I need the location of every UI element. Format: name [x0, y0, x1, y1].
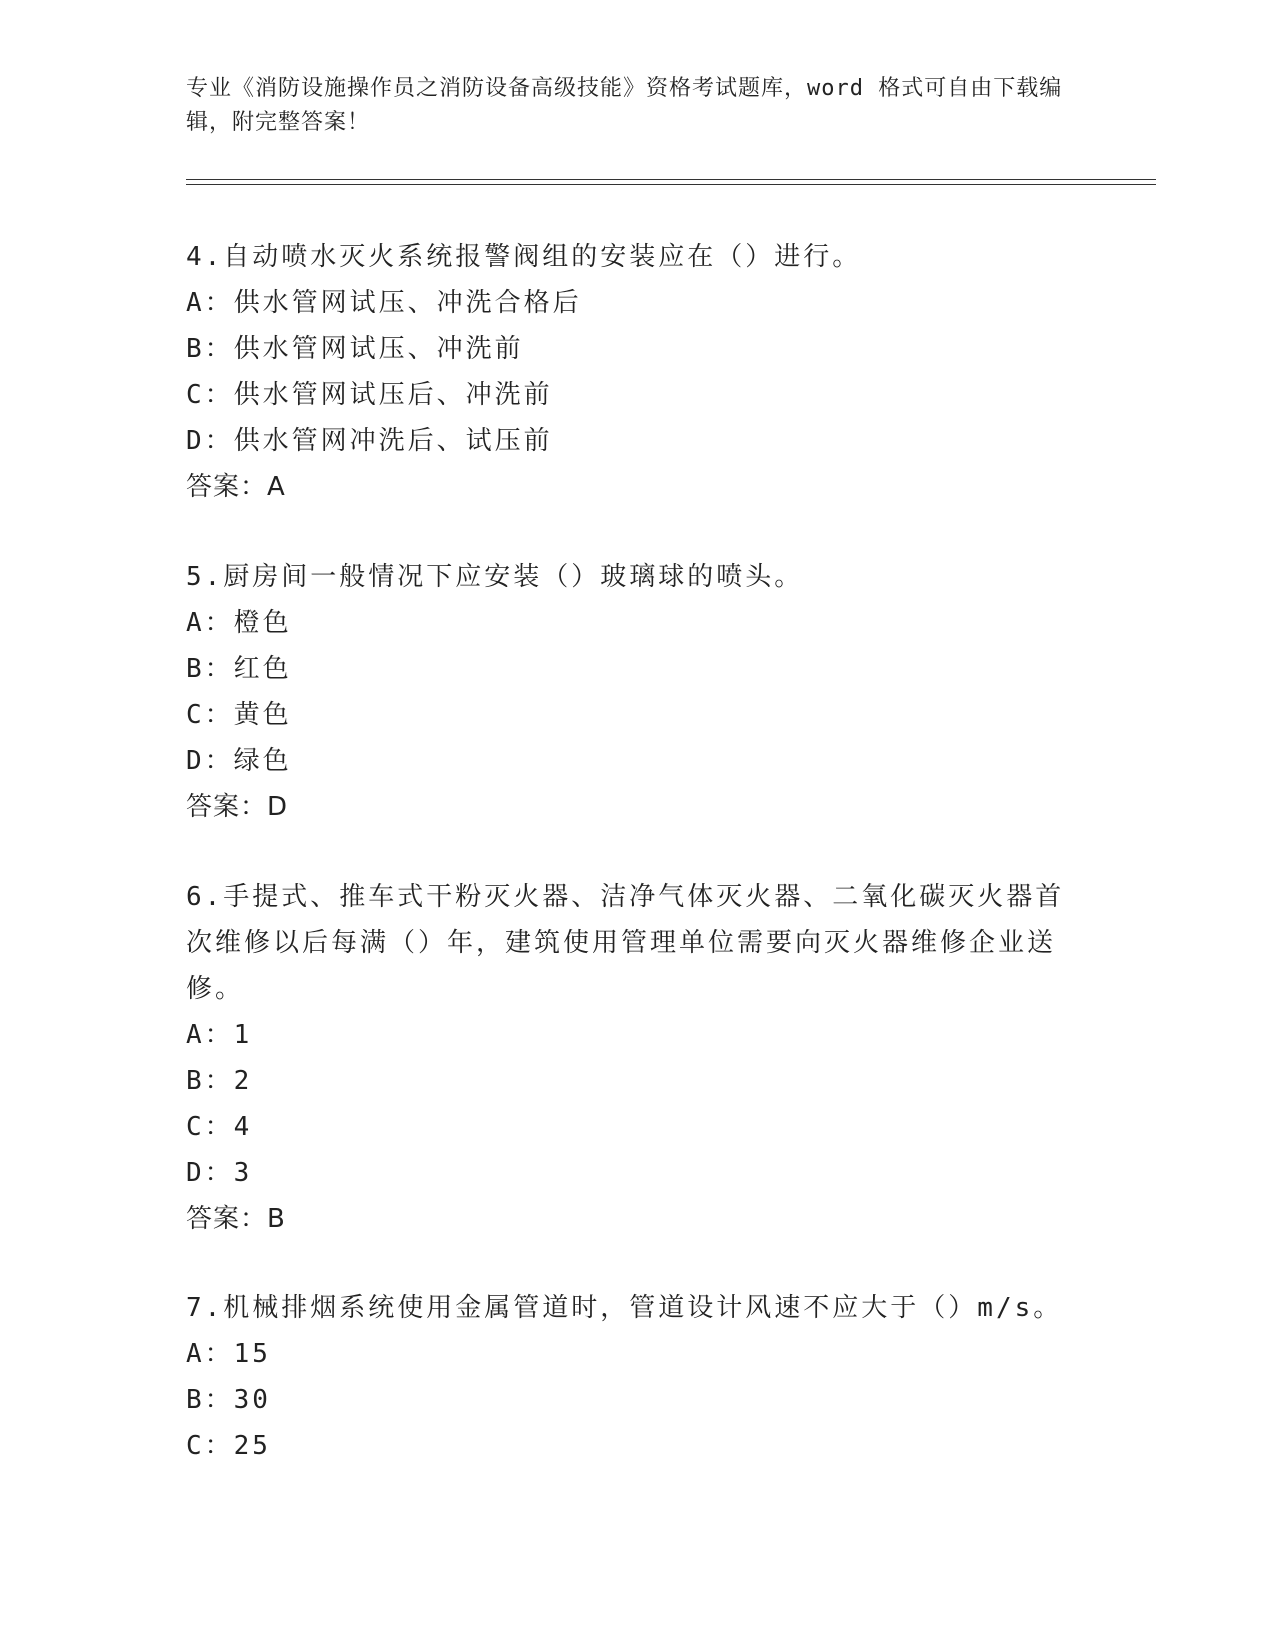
question-stem: 6.手提式、推车式干粉灭火器、洁净气体灭火器、二氧化碳灭火器首次维修以后每满（）年，建筑使用管理单位需要向灭火器维修企业送修。	[186, 882, 1065, 1004]
question-stem: 7.机械排烟系统使用金属管道时，管道设计风速不应大于（）m/s。	[186, 1293, 1063, 1323]
question-stem: 4.自动喷水灭火系统报警阀组的安装应在（）进行。	[186, 242, 862, 272]
document-header: 专业《消防设施操作员之消防设备高级技能》资格考试题库，word 格式可自由下载编辑，附完整答案！	[186, 76, 1063, 135]
option-a: A：供水管网试压、冲洗合格后	[186, 288, 582, 318]
option-b: B：2	[186, 1066, 253, 1096]
option-d: D：供水管网冲洗后、试压前	[186, 426, 553, 456]
option-d: D：绿色	[186, 746, 292, 776]
question-7	[186, 1285, 1066, 1469]
option-a: A：橙色	[186, 608, 292, 638]
option-d: D：3	[186, 1158, 253, 1188]
option-a: A：1	[186, 1020, 253, 1050]
question-stem: 5.厨房间一般情况下应安装（）玻璃球的喷头。	[186, 562, 804, 592]
question-4	[186, 234, 1066, 510]
answer: 答案：B	[186, 1204, 286, 1234]
question-6	[186, 874, 1066, 1242]
option-a: A：15	[186, 1339, 271, 1369]
header-divider-top	[186, 179, 1156, 180]
header-divider-bottom	[186, 184, 1156, 185]
option-b: B：供水管网试压、冲洗前	[186, 334, 524, 364]
option-c: C：4	[186, 1112, 253, 1142]
question-5	[186, 554, 1066, 830]
option-b: B：红色	[186, 654, 292, 684]
option-c: C：供水管网试压后、冲洗前	[186, 380, 553, 410]
option-b: B：30	[186, 1385, 271, 1415]
option-c: C：25	[186, 1431, 271, 1461]
answer: 答案：D	[186, 792, 289, 822]
option-c: C：黄色	[186, 700, 292, 730]
answer: 答案：A	[186, 472, 286, 502]
